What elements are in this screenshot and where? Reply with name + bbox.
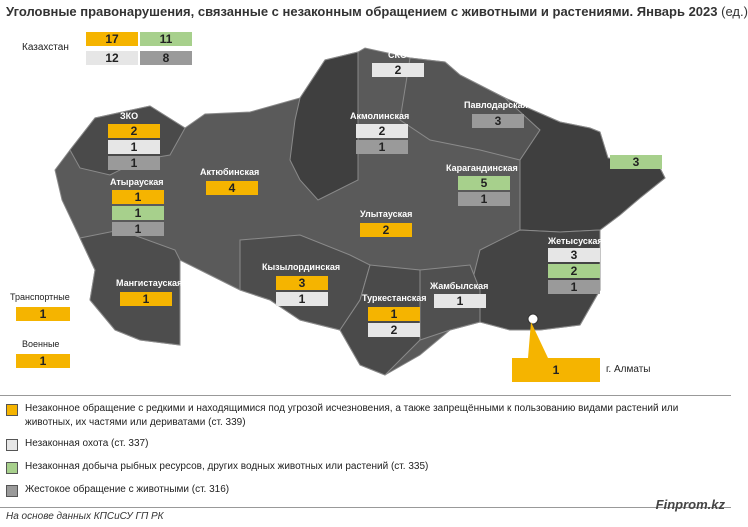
region-kyzylorda-label: Кызылординская xyxy=(262,262,341,272)
region-sko-shape xyxy=(290,52,358,200)
sko-value-337: 2 xyxy=(372,63,424,77)
region-turkestan-label: Туркестанская xyxy=(362,293,427,303)
zhetysu-value-316: 1 xyxy=(548,280,600,294)
mangistau-value-339: 1 xyxy=(120,292,172,306)
zko-value-339: 2 xyxy=(108,124,160,138)
akmola-value-316: 1 xyxy=(356,140,408,154)
brand-logo-text: Finprom.kz xyxy=(655,497,725,512)
legend-swatch-gray xyxy=(6,485,18,497)
kz-value-339: 17 xyxy=(86,32,138,46)
zko-value-316: 1 xyxy=(108,156,160,170)
region-zhambyl-label: Жамбылская xyxy=(430,281,489,291)
region-zhetysu-label: Жетысуская xyxy=(548,236,603,246)
region-vko-label: ВКО xyxy=(624,142,643,152)
turkestan-value-337: 2 xyxy=(368,323,420,337)
legend-swatch-white xyxy=(6,439,18,451)
almaty-city-marker xyxy=(528,314,538,324)
ulytau-value-339: 2 xyxy=(360,223,412,237)
region-ulytau-label: Улытауская xyxy=(360,209,413,219)
zhetysu-value-337: 3 xyxy=(548,248,600,262)
kz-value-337: 12 xyxy=(86,51,138,65)
legend-item-316: Жестокое обращение с животными (ст. 316) xyxy=(6,483,706,499)
kyzylorda-value-337: 1 xyxy=(276,292,328,306)
legend-divider-bottom xyxy=(0,507,731,508)
military-label: Военные xyxy=(22,339,60,349)
atyrau-value-339: 1 xyxy=(112,190,164,204)
atyrau-value-316: 1 xyxy=(112,222,164,236)
zhetysu-value-335: 2 xyxy=(548,264,600,278)
region-akmola-label: Акмолинская xyxy=(350,111,410,121)
transport-label: Транспортные xyxy=(10,292,70,302)
region-pavlodar-label: Павлодарская xyxy=(464,100,528,110)
vko-value-335: 3 xyxy=(610,155,662,169)
kz-value-316: 8 xyxy=(140,51,192,65)
legend-divider-top xyxy=(0,395,731,396)
legend-item-335: Незаконная добыча рыбных ресурсов, других водных животных или растений (ст. 335) xyxy=(6,460,706,476)
region-karaganda-label: Карагандинская xyxy=(446,163,518,173)
zhambyl-value-337: 1 xyxy=(434,294,486,308)
kyzylorda-value-339: 3 xyxy=(276,276,328,290)
legend-item-339: Незаконное обращение с редкими и находящимися под угрозой исчезновения, а также запрещёнными к пользованию видами растений или животных, их частями или дериватами (ст. 339) xyxy=(6,402,706,432)
almaty-city-label: г. Алматы xyxy=(606,364,651,375)
military-value: 1 xyxy=(16,354,70,368)
legend-swatch-green xyxy=(6,462,18,474)
legend-item-337: Незаконная охота (ст. 337) xyxy=(6,437,706,453)
karaganda-value-316: 1 xyxy=(458,192,510,206)
chart-title: Уголовные правонарушения, связанные с незаконным обращением с животными и растениями. Январь 2023 (ед.) xyxy=(6,4,748,19)
aktobe-value-339: 4 xyxy=(206,181,258,195)
source-note: На основе данных КПСиСУ ГП РК xyxy=(6,511,164,522)
region-aktobe-label: Актюбинская xyxy=(200,167,260,177)
akmola-value-337: 2 xyxy=(356,124,408,138)
kz-value-335: 11 xyxy=(140,32,192,46)
region-sko-label: СКО xyxy=(388,50,407,60)
transport-value: 1 xyxy=(16,307,70,321)
region-atyrau-label: Атырауская xyxy=(110,177,164,187)
karaganda-value-335: 5 xyxy=(458,176,510,190)
pavlodar-value-316: 3 xyxy=(472,114,524,128)
almaty-value-339: 1 xyxy=(512,358,600,382)
atyrau-value-335: 1 xyxy=(112,206,164,220)
region-mangistau-label: Мангистауская xyxy=(116,278,183,288)
region-zko-label: ЗКО xyxy=(120,111,139,121)
zko-value-337: 1 xyxy=(108,140,160,154)
legend-swatch-orange xyxy=(6,404,18,416)
kazakhstan-label: Казахстан xyxy=(22,42,69,53)
turkestan-value-339: 1 xyxy=(368,307,420,321)
